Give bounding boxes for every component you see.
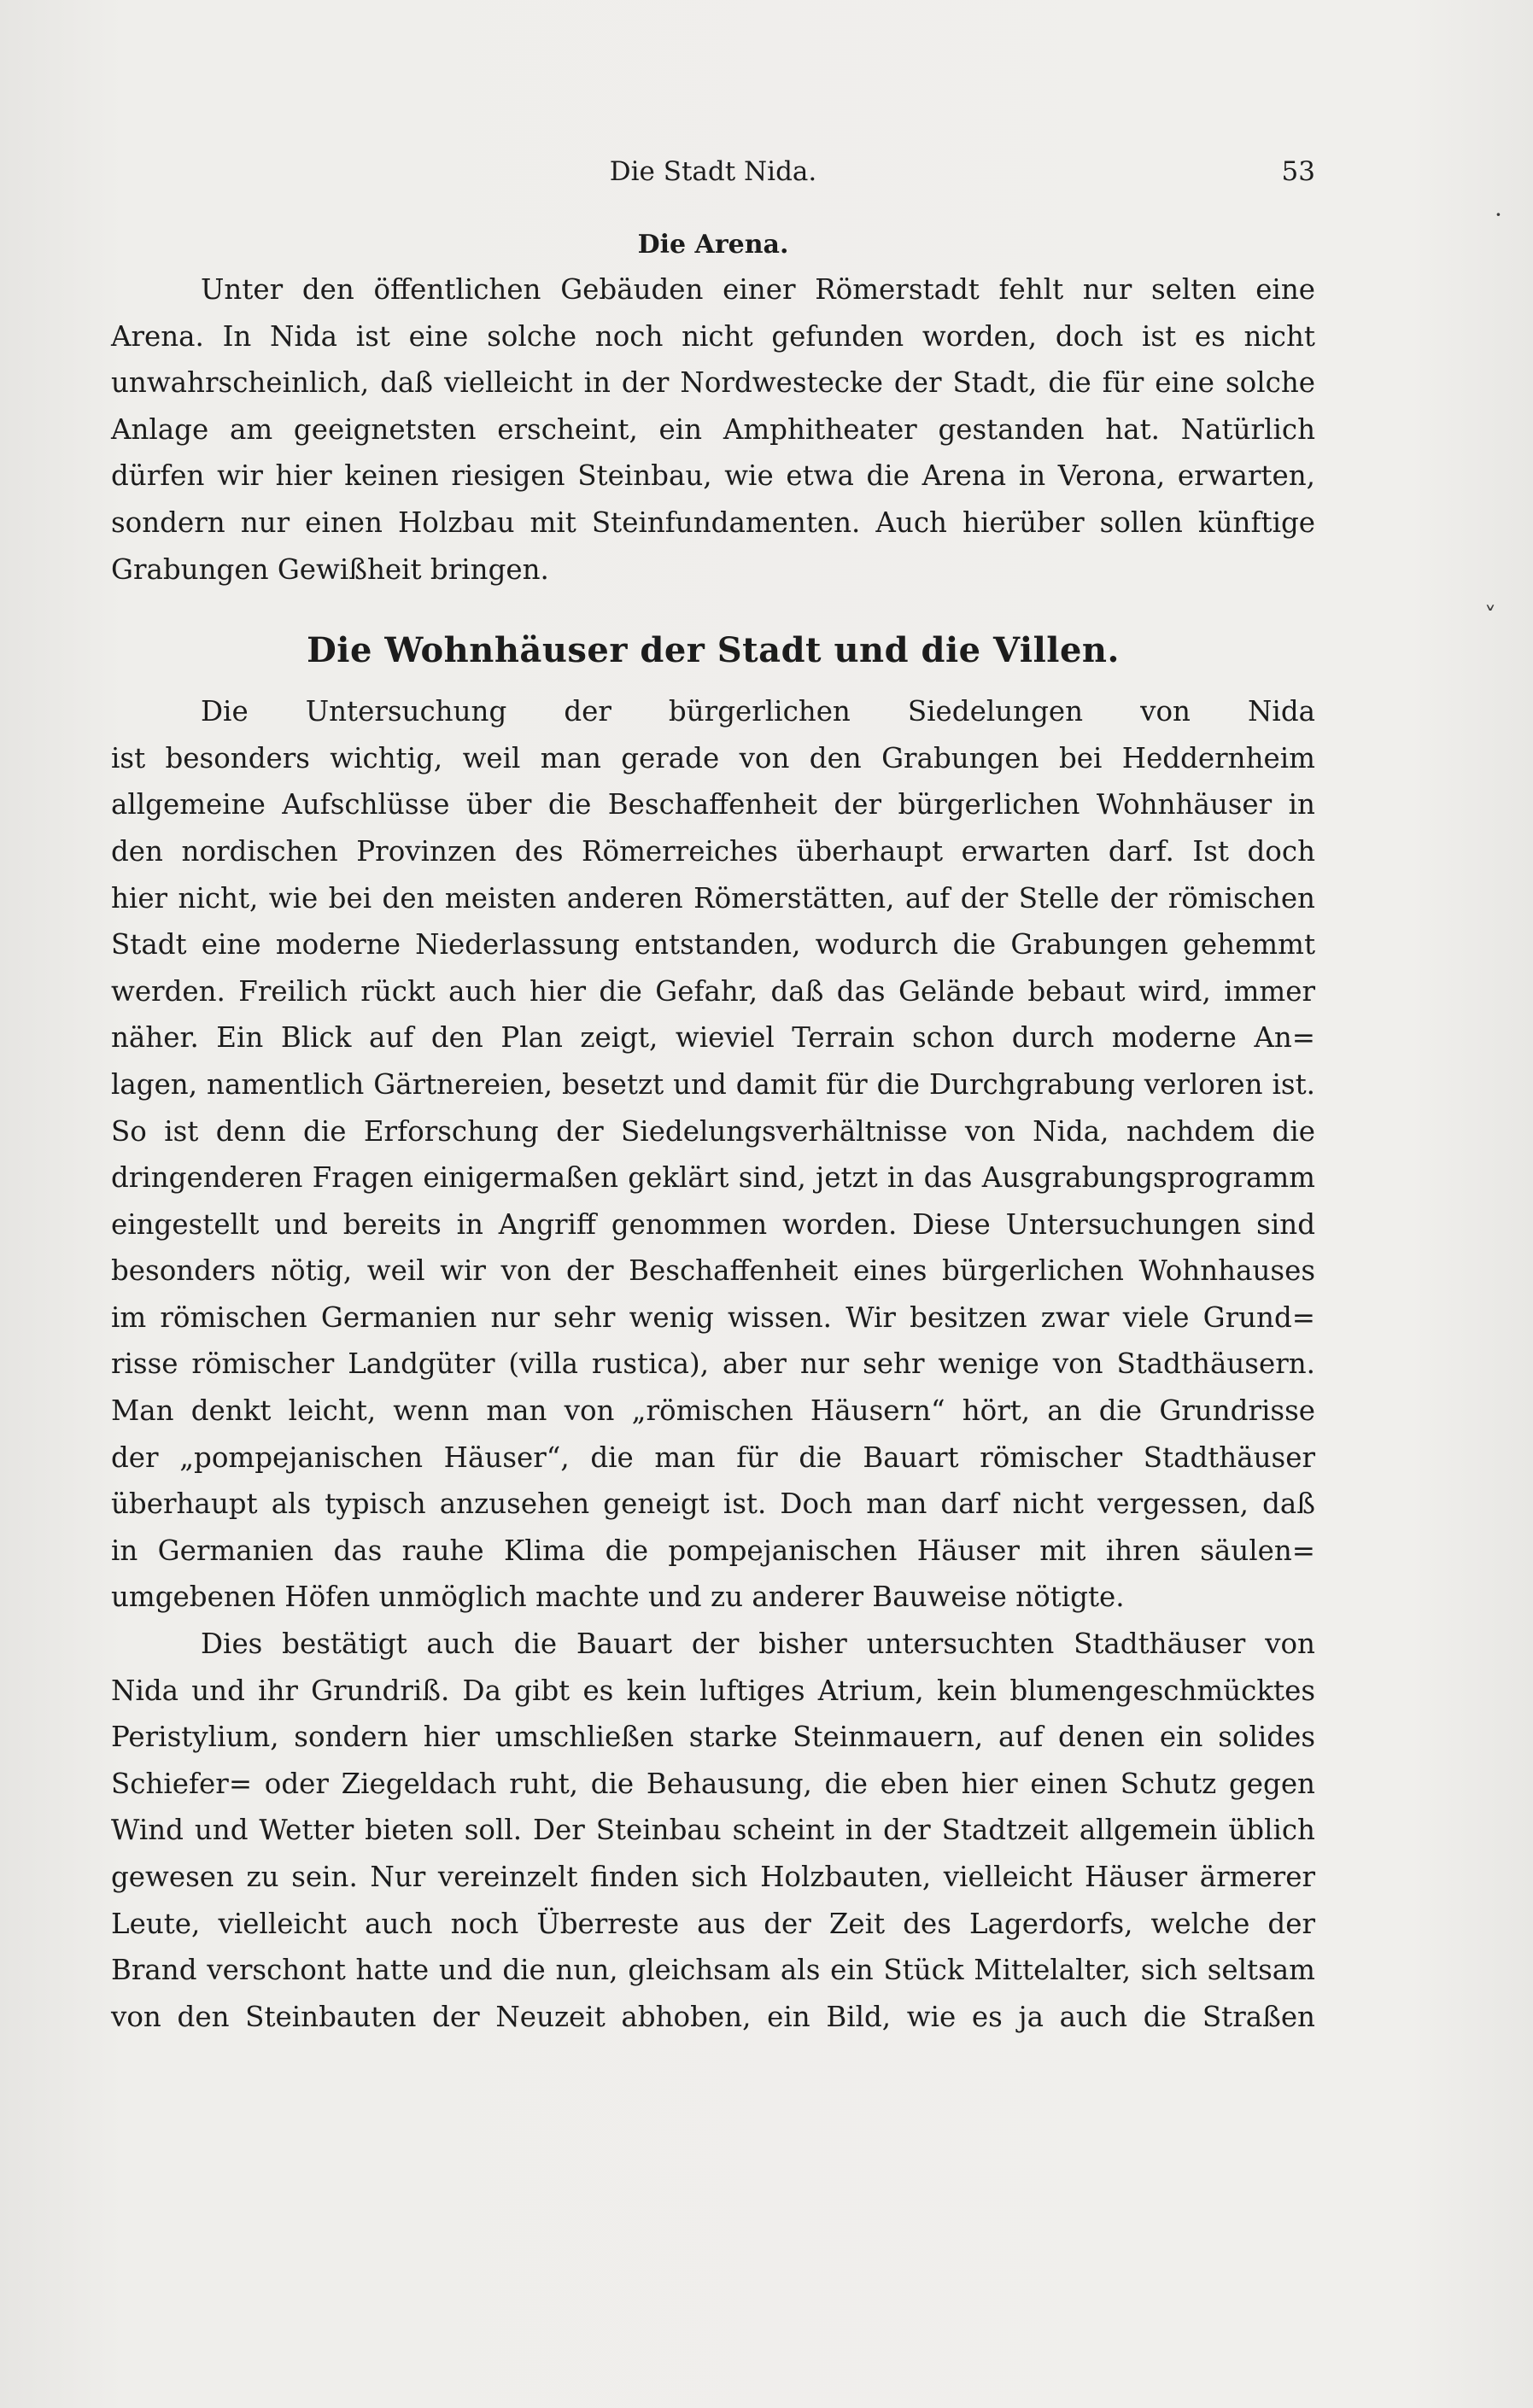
text-line: Peristylium, sondern hier umschließen starke Steinmauern, auf denen ein solides [111,1721,1315,1754]
text-line: So ist denn die Erforschung der Siedelungsverhältnisse von Nida, nachdem die [111,1114,1315,1148]
text-line: Wind und Wetter bieten soll. Der Steinbau scheint in der Stadtzeit allgemein üblich [111,1814,1315,1847]
section-title: Die Wohnhäuser der Stadt und die Villen. [307,630,1120,671]
houses-paragraph-1 [111,688,1315,1621]
text-line: den nordischen Provinzen des Römerreiches überhaupt erwarten darf. Ist doch [111,834,1315,868]
page-content [111,224,1315,2040]
text-line: Brand verschont hatte und die nun, gleichsam als ein Stück Mittelalter, sich seltsam [111,1954,1315,1987]
text-line: Die Untersuchung der bürgerlichen Siedelungen von Nida [201,695,1315,728]
text-line: in Germanien das rauhe Klima die pompejanischen Häuser mit ihren säulen= [111,1534,1315,1567]
houses-paragraph-2 [111,1621,1315,2040]
text-line: ist besonders wichtig, weil man gerade von den Grabungen bei Heddernheim [111,741,1315,774]
text-line: besonders nötig, weil wir von der Beschaffenheit eines bürgerlichen Wohnhauses [111,1254,1315,1288]
text-line: der „pompejanischen Häuser“, die man für die Bauart römischer Stadthäuser [111,1441,1315,1474]
text-line: dringenderen Fragen einigermaßen geklärt sind, jetzt in das Ausgrabungsprogramm [111,1161,1315,1195]
text-line: Unter den öffentlichen Gebäuden einer Römerstadt fehlt nur selten eine [201,273,1315,306]
text-line: allgemeine Aufschlüsse über die Beschaffenheit der bürgerlichen Wohnhäuser in [111,788,1315,821]
text-line: Anlage am geeignetsten erscheint, ein Amphitheater gestanden hat. Natürlich [111,412,1315,446]
text-line: eingestellt und bereits in Angriff genommen worden. Diese Untersuchungen sind [111,1207,1315,1241]
text-line: risse römischer Landgüter (villa rustica), aber nur sehr wenige von Stadthäusern. [111,1347,1315,1381]
text-line: Leute, vielleicht auch noch Überreste aus der Zeit des Lagerdorfs, welche der [111,1907,1315,1940]
text-line: Nida und ihr Grundriß. Da gibt es kein luftiges Atrium, kein blumengeschmücktes [111,1674,1315,1707]
text-line: überhaupt als typisch anzusehen geneigt ist. Doch man darf nicht vergessen, daß [111,1487,1315,1521]
text-line: Dies bestätigt auch die Bauart der bisher untersuchten Stadthäuser von [201,1628,1315,1661]
margin-mark: ˅ [1484,602,1496,630]
arena-subhead: Die Arena. [637,230,789,260]
text-line: näher. Ein Blick auf den Plan zeigt, wieviel Terrain schon durch moderne An= [111,1021,1315,1055]
text-line: Stadt eine moderne Niederlassung entstanden, wodurch die Grabungen gehemmt [111,928,1315,961]
page-header [111,156,1315,199]
text-line: gewesen zu sein. Nur vereinzelt finden sich Holzbauten, vielleicht Häuser ärmerer [111,1861,1315,1893]
page-number: 53 [1281,156,1315,187]
text-line: sondern nur einen Holzbau mit Steinfundamenten. Auch hierüber sollen künftige [111,506,1315,539]
text-line: Man denkt leicht, wenn man von „römischen Häusern“ hört, an die Grundrisse [111,1394,1315,1428]
text-line: hier nicht, wie bei den meisten anderen Römerstätten, auf der Stelle der römischen [111,881,1315,915]
running-head: Die Stadt Nida. [609,156,817,187]
text-line: lagen, namentlich Gärtnereien, besetzt und damit für die Durchgrabung verloren ist. [111,1067,1315,1101]
text-line: im römischen Germanien nur sehr wenig wissen. Wir besitzen zwar viele Grund= [111,1300,1315,1334]
text-line: von den Steinbauten der Neuzeit abhoben, ein Bild, wie es ja auch die Straßen [111,2000,1315,2033]
arena-paragraph [111,266,1315,593]
text-line: Arena. In Nida ist eine solche noch nicht gefunden worden, doch ist es nicht [111,319,1315,353]
text-line: dürfen wir hier keinen riesigen Steinbau, wie etwa die Arena in Verona, erwarten, [111,459,1315,493]
margin-mark: · [1495,201,1502,229]
text-line: unwahrscheinlich, daß vielleicht in der Nordwestecke der Stadt, die für eine solche [111,366,1315,400]
text-line: werden. Freilich rückt auch hier die Gefahr, daß das Gelände bebaut wird, immer [111,974,1315,1008]
text-line: umgebenen Höfen unmöglich machte und zu anderer Bauweise nötigte. [111,1581,1125,1614]
text-line: Schiefer= oder Ziegeldach ruht, die Behausung, die eben hier einen Schutz gegen [111,1767,1315,1800]
text-line: Grabungen Gewißheit bringen. [111,552,549,586]
